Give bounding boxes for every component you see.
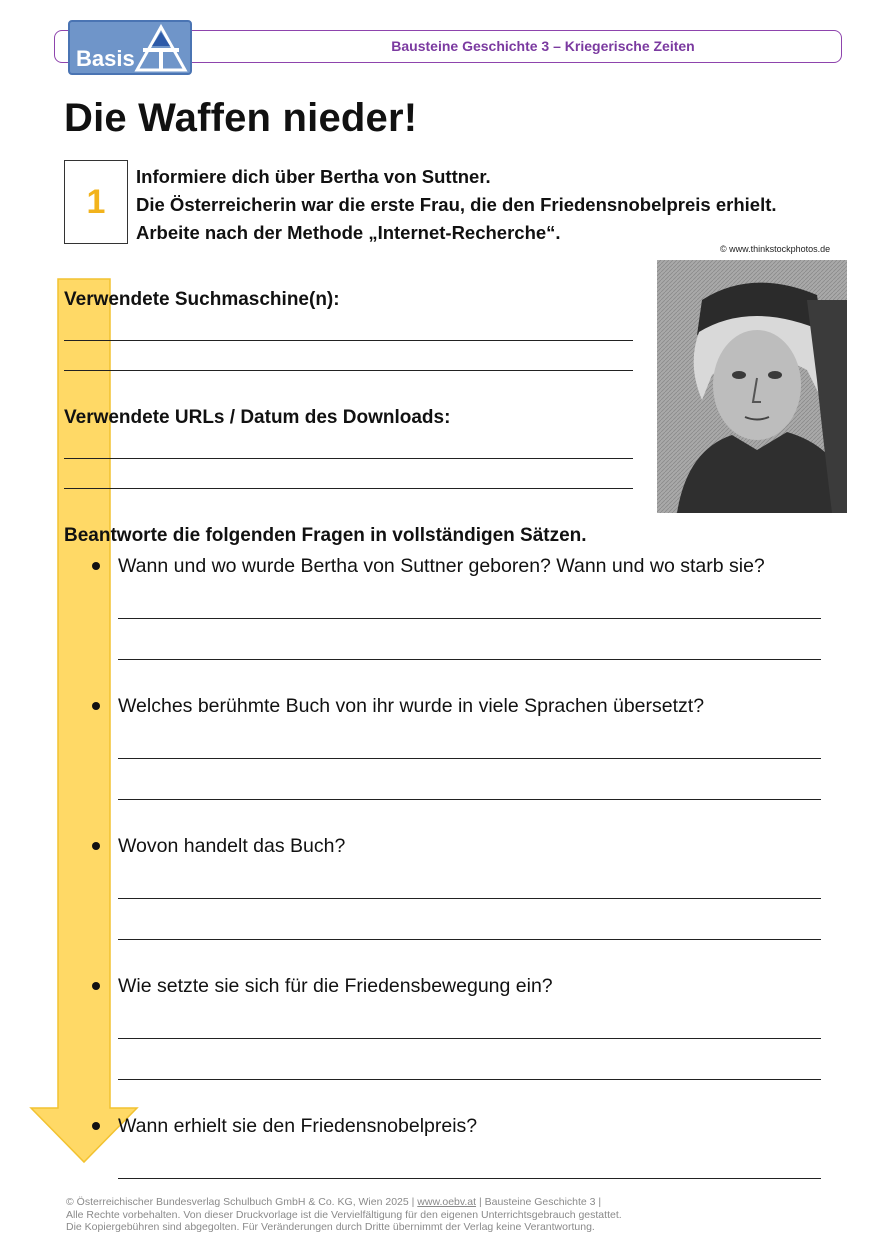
task-number: 1 (86, 182, 106, 221)
question-1: Wann und wo wurde Bertha von Suttner geboren? Wann und wo starb sie? (118, 555, 765, 577)
page-title: Die Waffen nieder! (64, 96, 418, 140)
bullet (92, 702, 100, 710)
logo-text: Basis (76, 46, 135, 71)
basis-logo (68, 20, 192, 75)
bullet (92, 982, 100, 990)
answer-instruction: Beantworte die folgenden Fragen in vollständigen Sätzen. (64, 525, 587, 546)
task-line: Arbeite nach der Methode „Internet-Recherche“. (136, 222, 561, 243)
question-3: Wovon handelt das Buch? (118, 835, 346, 857)
task-line: Informiere dich über Bertha von Suttner. (136, 166, 491, 187)
bullet (92, 842, 100, 850)
answer-line[interactable] (118, 939, 821, 940)
search-engines-label: Verwendete Suchmaschine(n): (64, 289, 340, 310)
answer-line[interactable] (118, 758, 821, 759)
answer-line[interactable] (118, 898, 821, 899)
answer-line[interactable] (64, 458, 633, 459)
bertha-von-suttner-portrait (657, 260, 847, 513)
publisher-link[interactable]: www.oebv.at (417, 1196, 477, 1208)
question-2: Welches berühmte Buch von ihr wurde in viele Sprachen übersetzt? (118, 695, 705, 717)
answer-line[interactable] (118, 799, 821, 800)
footer-copyright (66, 1196, 622, 1234)
footer-line-2: Alle Rechte vorbehalten. Von dieser Druckvorlage ist die Vervielfältigung für den eigenen Unterrichtsgebrauch gestattet. (66, 1208, 622, 1221)
question-5: Wann erhielt sie den Friedensnobelpreis? (118, 1115, 478, 1137)
answer-line[interactable] (64, 340, 633, 341)
bullet (92, 562, 100, 570)
answer-line[interactable] (118, 1178, 821, 1179)
answer-line[interactable] (118, 659, 821, 660)
answer-line[interactable] (118, 1038, 821, 1039)
series-title: Bausteine Geschichte 3 – Kriegerische Zeiten (391, 38, 695, 54)
image-credit: © www.thinkstockphotos.de (720, 244, 831, 254)
answer-line[interactable] (118, 1079, 821, 1080)
triangle-logo-icon (134, 24, 188, 72)
footer-line-3: Die Kopiergebühren sind abgegolten. Für Veränderungen durch Dritte übernimmt der Verlag keine Verantwortung. (66, 1221, 595, 1233)
footer-line-1: © Österreichischer Bundesverlag Schulbuch GmbH & Co. KG, Wien 2025 | www.oebv.at | Bausteine Geschichte 3 | (66, 1196, 602, 1208)
answer-line[interactable] (64, 370, 633, 371)
answer-line[interactable] (64, 488, 633, 489)
task-number-box (64, 160, 128, 244)
task-instructions (136, 163, 777, 247)
task-line: Die Österreicherin war die erste Frau, die den Friedensnobelpreis erhielt. (136, 194, 777, 215)
answer-line[interactable] (118, 618, 821, 619)
urls-label: Verwendete URLs / Datum des Downloads: (64, 407, 451, 428)
question-4: Wie setzte sie sich für die Friedensbewegung ein? (118, 975, 553, 997)
bullet (92, 1122, 100, 1130)
